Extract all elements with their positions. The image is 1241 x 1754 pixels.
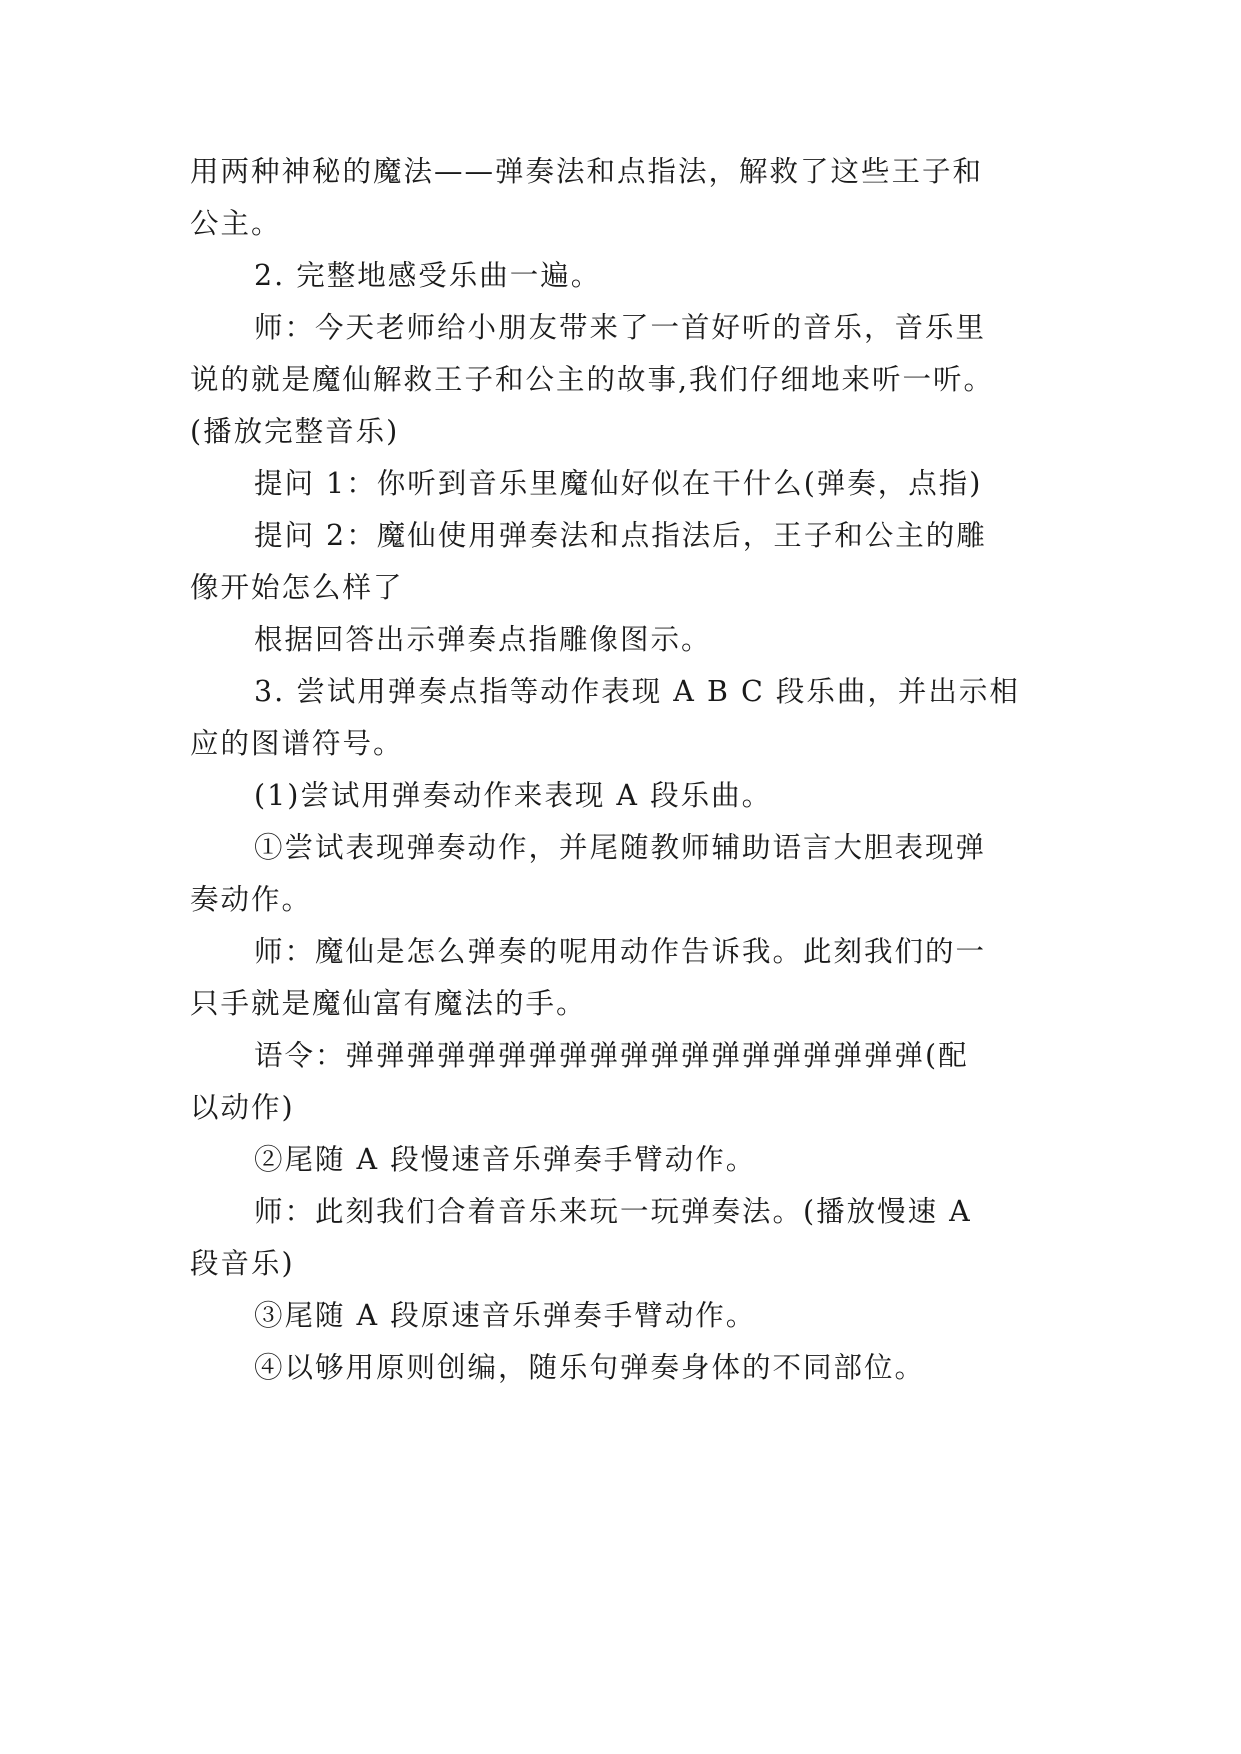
text-line: ④以够用原则创编，随乐句弹奏身体的不同部位。 bbox=[254, 1351, 926, 1384]
section-heading: 3. 尝试用弹奏点指等动作表现 A B C 段乐曲，并出示相 bbox=[254, 675, 1020, 708]
text-line: 以动作) bbox=[190, 1091, 295, 1124]
text-line: 根据回答出示弹奏点指雕像图示。 bbox=[254, 623, 712, 656]
text-line: 提问 2：魔仙使用弹奏法和点指法后，王子和公主的雕 bbox=[254, 519, 987, 552]
text-line: (播放完整音乐) bbox=[190, 415, 400, 448]
text-line: 师：魔仙是怎么弹奏的呢用动作告诉我。此刻我们的一 bbox=[254, 935, 987, 968]
text-line: ③尾随 A 段原速音乐弹奏手臂动作。 bbox=[254, 1299, 757, 1332]
text-line: 只手就是魔仙富有魔法的手。 bbox=[190, 987, 587, 1020]
text-line: 提问 1：你听到音乐里魔仙好似在干什么(弹奏，点指) bbox=[254, 467, 983, 500]
text-line: ①尝试表现弹奏动作，并尾随教师辅助语言大胆表现弹 bbox=[254, 831, 987, 864]
text-line: 公主。 bbox=[190, 207, 282, 240]
text-line: 段音乐) bbox=[190, 1247, 295, 1280]
text-line: 说的就是魔仙解救王子和公主的故事,我们仔细地来听一听。 bbox=[190, 363, 995, 396]
text-line: 用两种神秘的魔法——弹奏法和点指法，解救了这些王子和 bbox=[190, 155, 984, 188]
text-line: 语令：弹弹弹弹弹弹弹弹弹弹弹弹弹弹弹弹弹弹弹(配 bbox=[254, 1039, 969, 1072]
text-line: 师：此刻我们合着音乐来玩一玩弹奏法。(播放慢速 A bbox=[254, 1195, 972, 1228]
text-line: 师：今天老师给小朋友带来了一首好听的音乐，音乐里 bbox=[254, 311, 987, 344]
text-line: 奏动作。 bbox=[190, 883, 313, 916]
subsection-heading: (1)尝试用弹奏动作来表现 A 段乐曲。 bbox=[254, 779, 773, 812]
text-line: ②尾随 A 段慢速音乐弹奏手臂动作。 bbox=[254, 1143, 757, 1176]
section-heading: 2. 完整地感受乐曲一遍。 bbox=[254, 259, 602, 292]
text-line: 像开始怎么样了 bbox=[190, 571, 404, 604]
text-line: 应的图谱符号。 bbox=[190, 727, 404, 760]
